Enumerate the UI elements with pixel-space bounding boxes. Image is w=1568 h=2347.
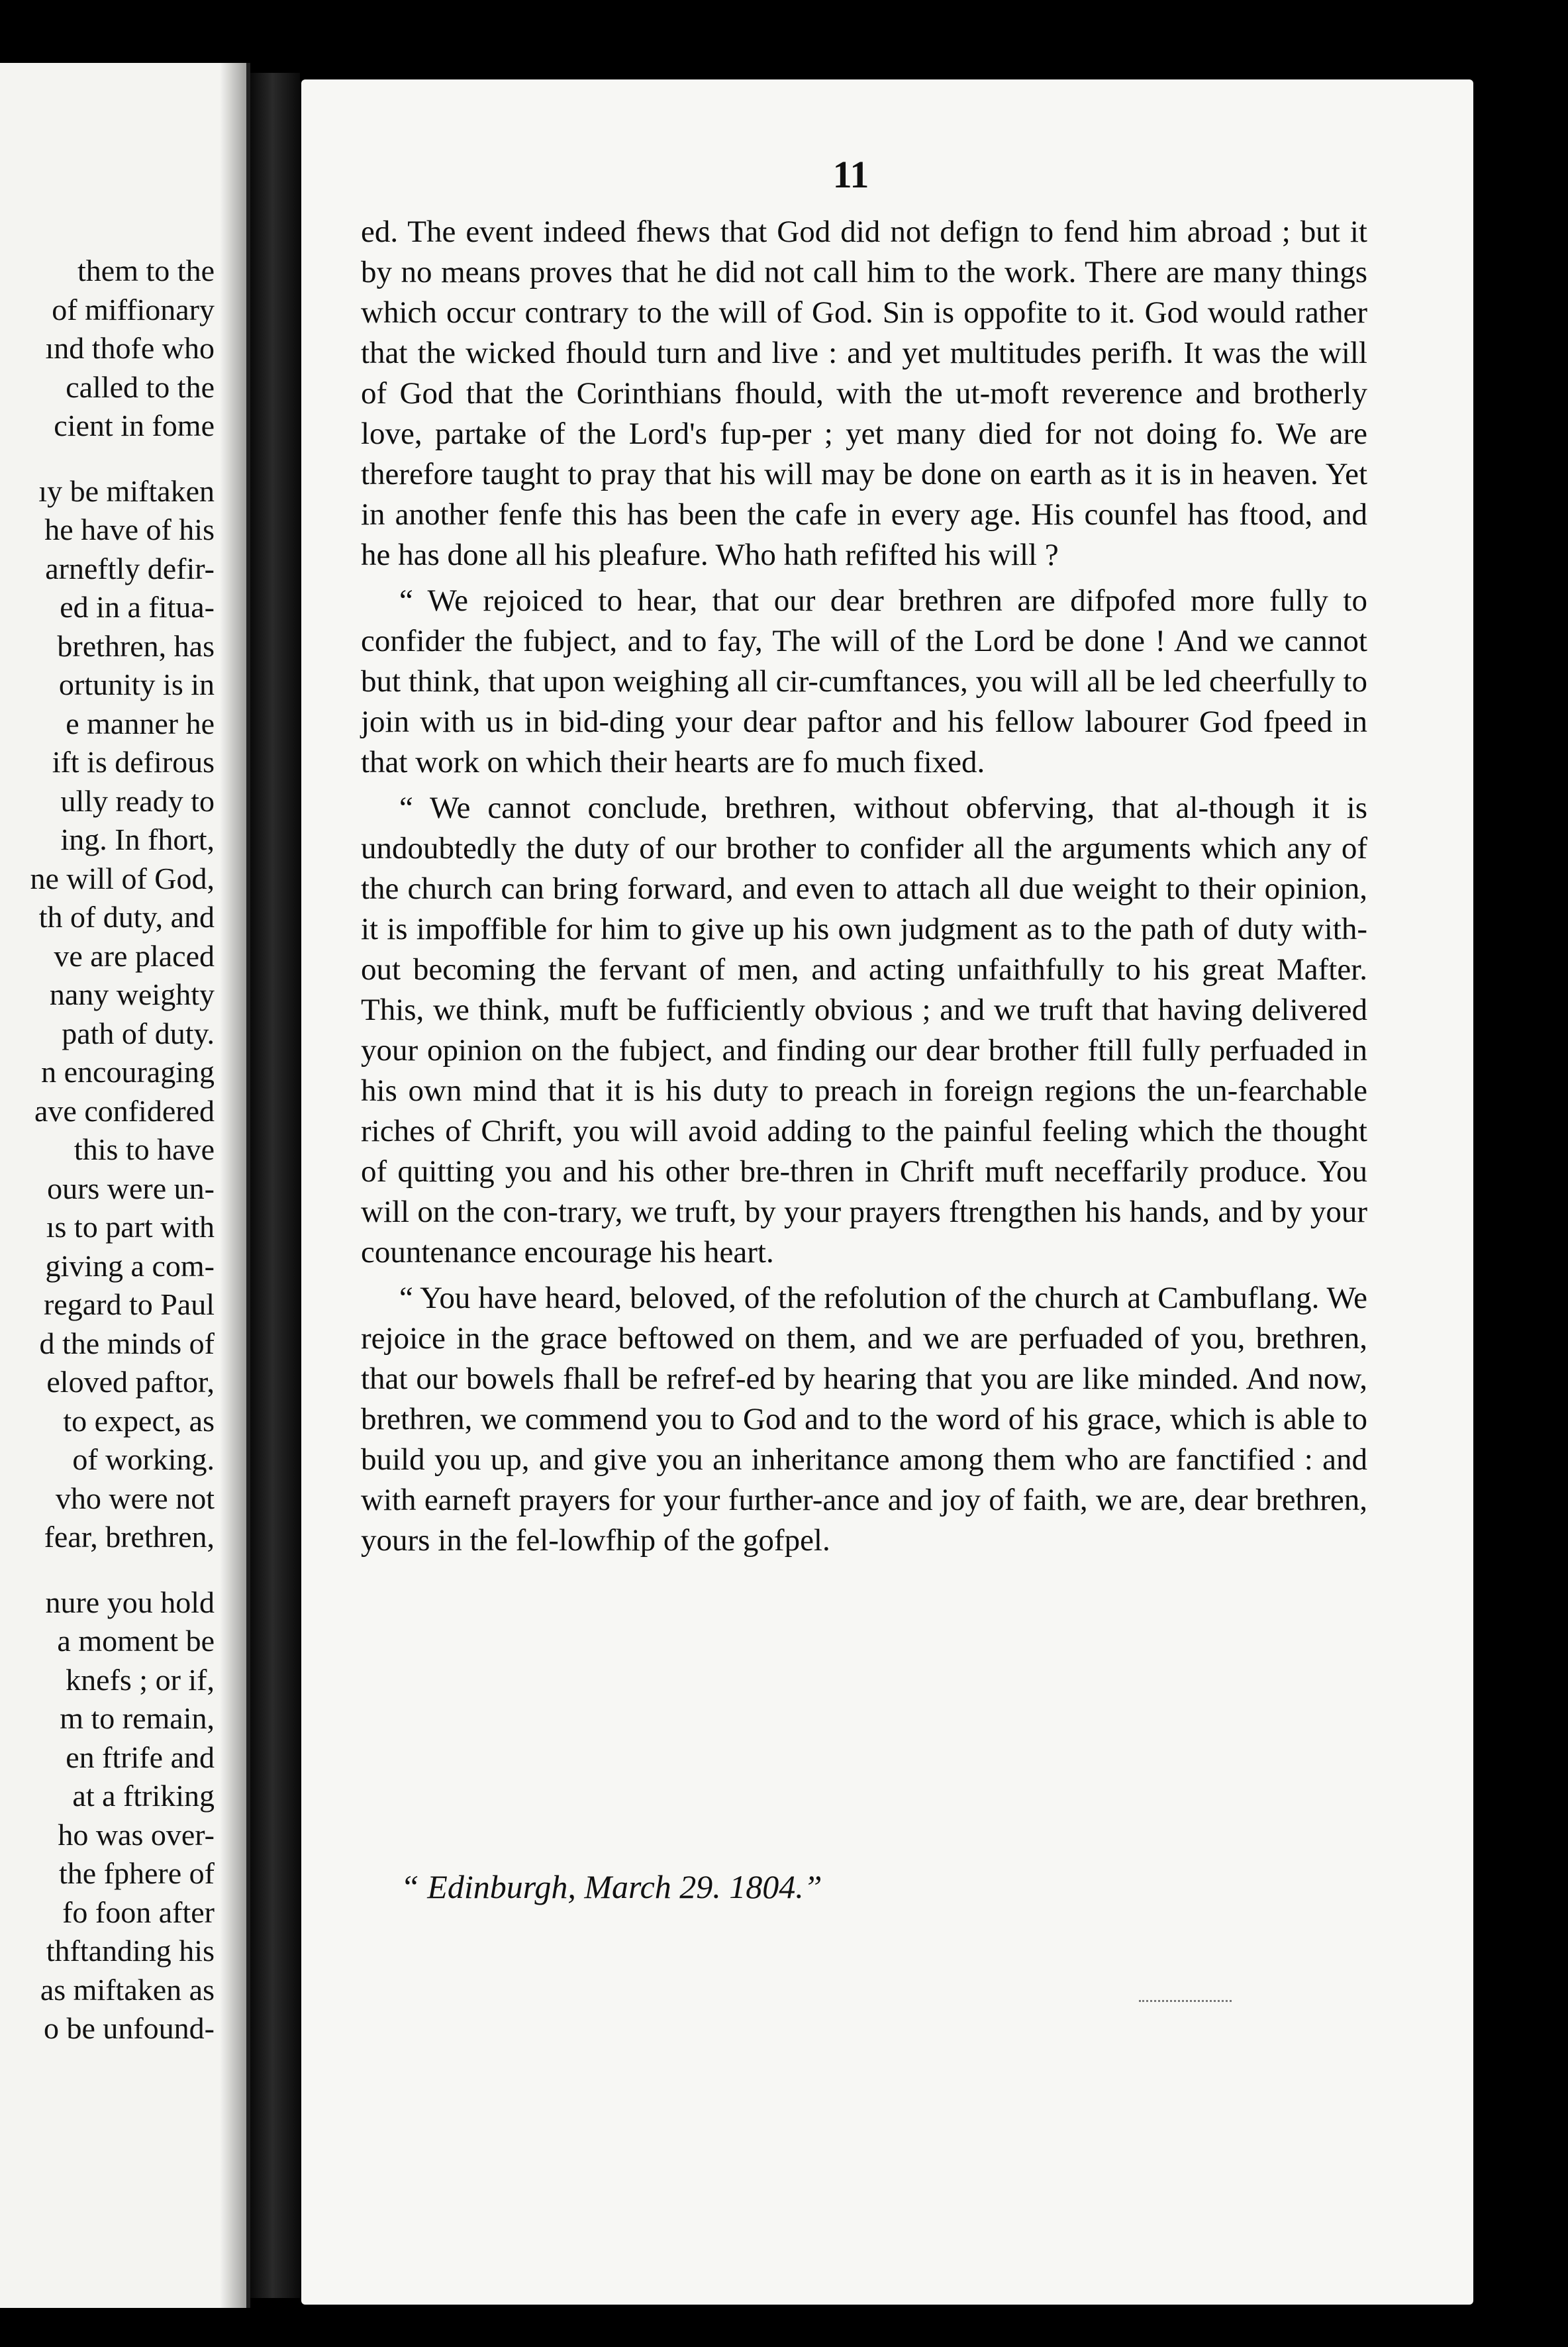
- left-page-line: cient in fome: [54, 409, 215, 442]
- book-gutter: [250, 73, 300, 2298]
- page-number: 11: [832, 153, 869, 196]
- left-facing-page: [0, 63, 250, 2308]
- left-page-line: ortunity is in: [58, 668, 215, 701]
- right-page: [301, 79, 1473, 2305]
- paragraph-1: ed. The event indeed fhews that God did not defign to fend him abroad ; but it by no means proves that he did not call him to the work. There are many things which occur contrary to the will of God. Sin is oppofite to it. God would rather that the wicked fhould turn and live : and yet multitudes perifh. It was the will of God that the Corinthians fhould, with the ut-moft reverence and brotherly love, partake of the Lord's fup-per ; yet many died for not doing fo. We are therefore taught to pray that his will may be done on earth as it is in heaven. Yet in another fenfe this has been the cafe in every age. His counfel has ftood, and he has done all his pleafure. Who hath refifted his will ?: [361, 215, 1367, 572]
- left-page-line: ho was over-: [58, 1817, 215, 1852]
- left-page-line: o be unfound-: [43, 2011, 215, 2045]
- left-page-line: ift is defirous: [52, 745, 215, 779]
- left-page-line: d the minds of: [39, 1326, 215, 1360]
- left-page-line: them to the: [77, 254, 215, 287]
- left-page-line: as miftaken as: [40, 1972, 215, 2007]
- left-page-line: regard to Paul: [43, 1287, 215, 1321]
- left-page-line: to expect, as: [63, 1403, 215, 1438]
- left-page-line: ınd thofe who: [45, 331, 215, 365]
- left-page-line: a moment be: [57, 1624, 215, 1658]
- left-page-line: knefs ; or if,: [66, 1662, 215, 1697]
- left-page-line: m to remain,: [60, 1701, 215, 1735]
- left-page-line: ne will of God,: [30, 861, 215, 895]
- paragraph-4: “ You have heard, beloved, of the refolution of the church at Cambuflang. We rejoice in the grace beftowed on them, and we are perfuaded of you, brethren, that our bowels fhall be refref-ed by hearing that you are like minded. And now, brethren, we commend you to God and to the word of his grace, which is able to build you up, and give you an inheritance among them who are fanctified : and with earneft prayers for your further-ance and joy of faith, we are, dear brethren, yours in the fel-lowfhip of the gofpel.: [361, 1281, 1367, 1558]
- left-page-line: arneftly defir-: [45, 551, 215, 585]
- left-page-line: giving a com-: [45, 1248, 215, 1283]
- scan-speck: [1540, 217, 1544, 232]
- left-page-line: thftanding his: [46, 1934, 215, 1968]
- left-page-line: n encouraging: [41, 1055, 215, 1089]
- left-page-line: nure you hold: [45, 1585, 215, 1619]
- left-page-line: brethren, has: [57, 628, 215, 663]
- left-page-line: fear, brethren,: [44, 1520, 215, 1554]
- left-page-line: ed in a fitua-: [60, 590, 215, 624]
- left-page-line: ıy be miftaken: [38, 474, 215, 508]
- left-page-line: path of duty.: [62, 1016, 215, 1050]
- left-page-line: at a ftriking: [72, 1779, 215, 1813]
- paragraph-2: “ We rejoiced to hear, that our dear brethren are difpofed more fully to confider the fubject, and to fay, The will of the Lord be done ! And we cannot but think, that upon weighing all cir-cumftances, you will all be led cheerfully to join with us in bid-ding your dear paftor and his fellow labourer God fpeed in that work on which their hearts are fo much fixed.: [361, 583, 1367, 779]
- left-page-line: fo foon after: [62, 1895, 215, 1929]
- left-page-line: ave confidered: [34, 1093, 215, 1128]
- left-page-line: eloved paftor,: [46, 1365, 215, 1399]
- left-page-line: ıs to part with: [46, 1210, 215, 1244]
- left-page-line: e manner he: [66, 706, 215, 740]
- left-page-line: ve are placed: [54, 938, 215, 973]
- paragraph-3: “ We cannot conclude, brethren, without obferving, that al-though it is undoubtedly the duty of our brother to confider all the arguments which any of the church can bring forward, and even to attach all due weight to their opinion, it is impoffible for him to give up his own judgment as to the path of duty with-out becoming the fervant of men, and acting unfaithfully to his great Mafter. This, we think, muft be fufficiently obvious ; and we truft that having delivered your opinion on the fubject, and finding our dear brother ftill fully perfuaded in his own mind that it is his duty to preach in foreign regions the un-fearchable riches of Chrift, you will avoid adding to the painful feeling which the thought of quitting you and his other bre-thren in Chrift muft neceffarily produce. You will on the con-trary, we truft, by your prayers ftrengthen his hands, and by your countenance encourage his heart.: [361, 791, 1367, 1270]
- left-page-line: ully ready to: [60, 783, 215, 818]
- page-shadow: [220, 63, 246, 2308]
- left-page-line: this to have: [74, 1132, 215, 1166]
- scan-speck: [1516, 1487, 1528, 1504]
- left-page-line: ing. In fhort,: [60, 823, 215, 856]
- left-page-line: en ftrife and: [66, 1740, 215, 1774]
- left-page-line: nany weighty: [49, 977, 215, 1011]
- left-page-line: vho were not: [55, 1481, 215, 1515]
- left-page-line: he have of his: [44, 513, 215, 546]
- left-page-line: th of duty, and: [38, 900, 215, 934]
- letter-signoff: “ Edinburgh, March 29. 1804.”: [401, 1868, 822, 1905]
- left-page-line: the fphere of: [59, 1856, 215, 1890]
- left-page-line: of miffionary: [52, 292, 215, 326]
- left-page-line: of working.: [72, 1442, 215, 1476]
- scan-mark: [1139, 2000, 1232, 2005]
- body-text: [361, 212, 1367, 1566]
- left-page-line: ours were un-: [47, 1171, 215, 1205]
- left-page-line: called to the: [66, 370, 215, 404]
